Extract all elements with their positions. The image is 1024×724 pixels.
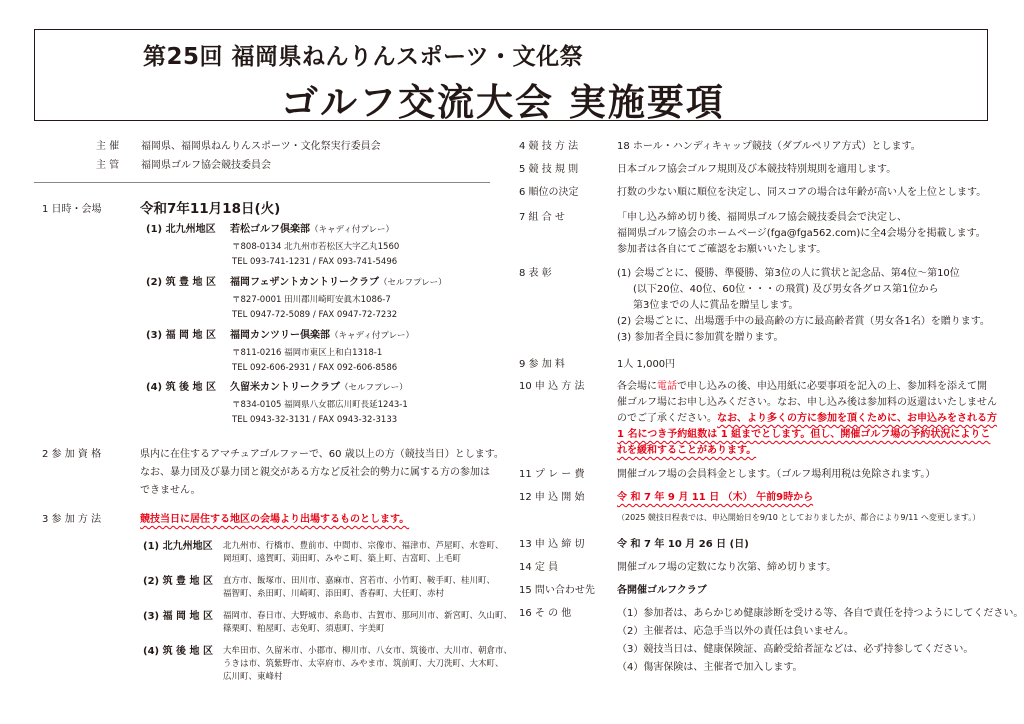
entry-fee: 1人 1,000円: [617, 359, 676, 370]
area-district: (4) 筑 後 地 区: [143, 646, 214, 657]
application-deadline: 令 和 7 年 10 月 26 日 (日): [617, 539, 749, 550]
pairing-line: 参加者は各自にてご確認をお願いいたします。: [617, 244, 827, 255]
venue-name-line: [230, 223, 394, 237]
area-towns: 福岡市、春日市、大野城市、糸島市、古賀市、那珂川市、新宮町、久山町、: [223, 611, 513, 621]
award-line: (2) 会場ごとに、出場選手中の最高齢の方に最高齢者賞（男女各1名）を贈ります。: [617, 316, 990, 327]
section4-label: 4 競 技 方 法: [519, 141, 579, 152]
application-start: 令 和 7 年 9 月 11 日 （木） 午前9時から: [617, 492, 814, 503]
application-start-note: （2025 競技日程表では、申込開始日を9/10 としておりましたが、都合により9/11 へ変更します。）: [617, 513, 981, 522]
participation-lead: 競技当日に居住する地区の会場より出場するものとします。: [140, 514, 410, 525]
area-towns: うきは市、筑紫野市、太宰府市、みやま市、筑前町、大刀洗町、大木町、: [223, 659, 504, 669]
section14-label: 14 定 員: [519, 562, 559, 573]
capacity: 開催ゴルフ場の定数になり次第、締め切ります。: [617, 562, 837, 573]
section13-label: 13 申 込 締 切: [519, 539, 585, 550]
application-text: のでご了承ください。: [617, 413, 717, 424]
area-towns: 北九州市、行橋市、豊前市、中間市、宗像市、福津市、芦屋町、水巻町、: [223, 541, 504, 551]
section6-label: 6 順位の決定: [519, 187, 579, 198]
venue-district: (2) 筑 豊 地 区: [146, 277, 217, 288]
award-line: (以下20位、40位、60位・・・の飛賞) 及び男女各グロス第1位から: [633, 284, 939, 295]
pairing-line: 「申し込み締め切り後、福岡県ゴルフ協会競技委員会で決定し、: [617, 212, 907, 223]
section2-label: 2 参 加 資 格: [42, 449, 102, 460]
area-towns: 大牟田市、久留米市、小郡市、柳川市、八女市、筑後市、大川市、朝倉市、: [223, 646, 513, 656]
venue-address: 〒834-0105 福岡県八女郡広川町長延1243-1: [232, 400, 408, 410]
area-towns: 福智町、糸田町、川崎町、添田町、香春町、大任町、赤村: [223, 589, 445, 599]
manager-value: 福岡県ゴルフ協会競技委員会: [141, 160, 271, 171]
title-box: [34, 29, 988, 124]
venue-name-line: [230, 276, 447, 290]
pairing-line: 福岡県ゴルフ協会のホームページ(fga@fga562.com)に全4会場分を掲載します。: [617, 228, 986, 239]
event-date: 令和7年11月18日(火): [140, 201, 281, 217]
section5-label: 5 競 技 規 則: [519, 164, 579, 175]
venue-address: 〒808-0134 北九州市若松区大字乙丸1560: [232, 242, 400, 252]
application-text: で申し込みの後、申込用紙に必要事項を記入の上、参加料を添えて開: [677, 381, 987, 392]
divider: [34, 182, 490, 183]
ranking-rule: 打数の少ない順に順位を決定し、同スコアの場合は年齢が高い人を上位とします。: [617, 187, 987, 198]
area-district: (1) 北九州地区: [143, 541, 213, 552]
venue-tel: TEL 0943-32-3131 / FAX 0943-32-3133: [232, 415, 398, 425]
venue-note: （セルフプレー）: [340, 383, 408, 393]
section9-label: 9 参 加 料: [519, 359, 565, 370]
application-notice: 1 名につき予約組数は 1 組までとします。但し、開催ゴルフ場の予約状況によりこ: [617, 429, 991, 440]
application-text: 各会場に: [617, 381, 657, 392]
section1-label: 1 日時・会場: [42, 204, 102, 215]
section12-label: 12 申 込 開 始: [519, 492, 585, 503]
award-line: 第3位までの人に賞品を贈呈します。: [633, 300, 799, 311]
venue-tel: TEL 092-606-2931 / FAX 092-606-8586: [232, 363, 398, 373]
area-towns: 岡垣町、遠賀町、苅田町、みやこ町、築上町、吉富町、上毛町: [223, 554, 462, 564]
venue-name: 福岡カンツリー倶楽部: [230, 330, 330, 341]
venue-district: (1) 北九州地区: [146, 224, 216, 235]
venue-district: (3) 福 岡 地 区: [146, 330, 217, 341]
section11-label: 11 プ レ ー 費: [519, 469, 585, 480]
section15-label: 15 問い合わせ先: [519, 585, 595, 596]
venue-note: （キャディ付プレー）: [330, 331, 414, 341]
area-towns: 広川町、東峰村: [223, 672, 283, 682]
contact: 各開催ゴルフクラブ: [617, 585, 707, 596]
other-line: （2）主催者は、応急手当以外の責任は負いません。: [617, 626, 854, 637]
area-district: (2) 筑 豊 地 区: [143, 576, 214, 587]
venue-note: （キャディ付プレー）: [310, 225, 394, 235]
venue-name: 久留米カントリークラブ: [230, 382, 340, 393]
other-line: （1）参加者は、あらかじめ健康診断を受ける等、各自で責任を持つようにしてください。: [617, 608, 1024, 619]
play-fee: 開催ゴルフ場の会員料金とします。（ゴルフ場利用税は免除されます。）: [617, 469, 936, 480]
application-notice: れを緩和することがあります。: [617, 445, 757, 456]
venue-district: (4) 筑 後 地 区: [146, 382, 217, 393]
venue-name-line: [230, 329, 414, 343]
phone-highlight: 電話: [657, 381, 677, 392]
venue-address: 〒827-0001 田川郡川崎町安眞木1086-7: [232, 295, 391, 305]
title-line2: ゴルフ交流大会 実施要項: [281, 81, 725, 124]
venue-name: 福岡フェザントカントリークラブ: [230, 277, 379, 288]
section8-label: 8 表 彰: [519, 268, 552, 279]
venue-tel: TEL 0947-72-5089 / FAX 0947-72-7232: [232, 310, 398, 320]
organizer-label: 主 催: [96, 141, 120, 152]
venue-name-line: [230, 381, 408, 395]
title-line1: 第25回 福岡県ねんりんスポーツ・文化祭: [143, 44, 584, 70]
area-district: (3) 福 岡 地 区: [143, 611, 214, 622]
application-line: 催ゴルフ場にお申し込みください。なお、申し込み後は参加料の返還はいたしません: [617, 397, 997, 408]
competition-rules: 日本ゴルフ協会ゴルフ規則及び本競技特別規則を適用します。: [617, 164, 897, 175]
other-line: （3）競技当日は、健康保険証、高齢受給者証などは、必ず持参してください。: [617, 644, 974, 655]
competition-format: 18 ホール・ハンディキャップ競技（ダブルペリア方式）とします。: [617, 141, 921, 152]
award-line: (1) 会場ごとに、優勝、準優勝、第3位の人に賞状と記念品、第4位〜第10位: [617, 268, 960, 279]
venue-name: 若松ゴルフ倶楽部: [230, 224, 310, 235]
application-notice: なお、より多くの方に参加を頂くために、お申込みをされる方: [717, 413, 997, 424]
venue-address: 〒811-0216 福岡市東区上和白1318-1: [232, 348, 383, 358]
area-towns: 直方市、飯塚市、田川市、嘉麻市、宮若市、小竹町、鞍手町、桂川町、: [223, 576, 496, 586]
venue-note: （セルフプレー）: [379, 278, 447, 288]
manager-label: 主 管: [96, 160, 120, 171]
venue-tel: TEL 093-741-1231 / FAX 093-741-5496: [232, 257, 398, 267]
other-line: （4）傷害保険は、主催者で加入します。: [617, 662, 803, 673]
section3-label: 3 参 加 方 法: [42, 514, 102, 525]
organizer-value: 福岡県、福岡県ねんりんスポーツ・文化祭実行委員会: [141, 141, 381, 152]
award-line: (3) 参加者全員に参加賞を贈ります。: [617, 332, 784, 343]
application-line: [617, 412, 997, 426]
application-line: [617, 380, 987, 394]
area-towns: 篠栗町、粕屋町、志免町、須恵町、宇美町: [223, 624, 385, 634]
section10-label: 10 申 込 方 法: [519, 381, 585, 392]
section16-label: 16 そ の 他: [519, 608, 572, 619]
section7-label: 7 組 合 せ: [519, 212, 565, 223]
eligibility-line: なお、暴力団及び暴力団と親交がある方など反社会的勢力に属する方の参加は: [140, 467, 490, 478]
eligibility-line: できません。: [140, 485, 201, 496]
eligibility-line: 県内に在住するアマチュアゴルファーで、60 歳以上の方（競技当日）とします。: [140, 449, 504, 460]
